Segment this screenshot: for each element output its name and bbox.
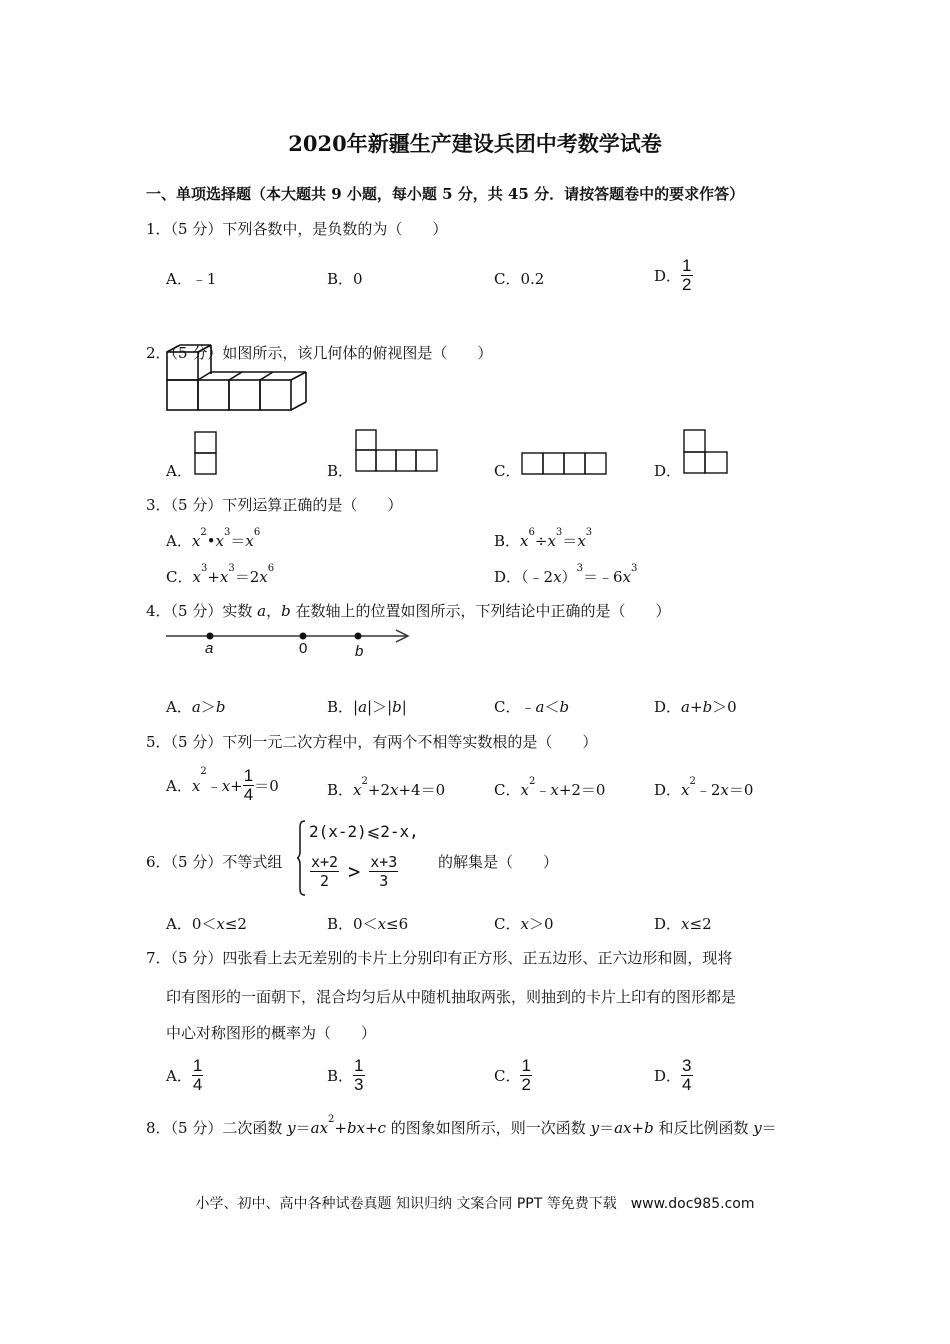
q2-option-a-figure <box>194 431 218 475</box>
question-7-line-3: 中心对称图形的概率为（ ） <box>166 1024 377 1042</box>
question-8-stem: 8．（5 分）二次函数 $y=ax^2+bx+c$ 的图象如图所示，则一次函数 y＝ax+b 和反比例函数 y＝ <box>146 1114 777 1137</box>
number-line-label-zero: 0 <box>299 640 308 657</box>
q4-number-line <box>166 626 414 662</box>
section-heading: 一、单项选择题（本大题共 9 小题，每小题 5 分，共 45 分．请按答题卷中的要求作答） <box>146 185 745 203</box>
question-4-stem: 4．（5 分）实数 a，b 在数轴上的位置如图所示，下列结论中正确的是（ ） <box>146 602 671 620</box>
q4-option-d: D．a+b＞0 <box>654 698 737 716</box>
q3-option-a: A．$x^2•x^3=x^6$ <box>166 527 261 550</box>
q6-option-a: A．0＜x≤2 <box>166 915 247 933</box>
number-line-label-a: a <box>205 640 214 657</box>
q2-option-d-label: D． <box>654 462 682 480</box>
q2-option-d-figure <box>683 429 729 475</box>
q3-option-d: D．$(﹣2x)^3=﹣6x^3$ <box>494 563 638 586</box>
page-footer: 小学、初中、高中各种试卷真题 知识归纳 文案合同 PPT 等免费下载 www.doc985.com <box>195 1196 755 1212</box>
q3-option-b: B．$x^6\div x^3=x^3$ <box>494 527 593 550</box>
q2-option-b-figure <box>355 429 439 473</box>
q5-option-a: A．$x^2﹣x+$ $\frac{1}{4}$ ＝0 <box>166 765 279 804</box>
q1-option-d: D． $\frac{1}{2}$ <box>654 256 692 294</box>
page-title: 2020年新疆生产建设兵团中考数学试卷 <box>288 131 662 156</box>
q6-option-d: D．x≤2 <box>654 915 712 933</box>
question-6-stem-prefix: 6．（5 分）不等式组 <box>146 853 283 871</box>
q5-option-c: C．$x^2﹣x+2=0$ <box>494 776 606 799</box>
q5-option-b: B．$x^2+2x+4=0$ <box>327 776 446 799</box>
q7-option-c: C． $\frac{1}{2}$ <box>494 1056 531 1094</box>
q4-option-b: B．|a|＞|b| <box>327 698 407 716</box>
question-6-stem-suffix: 的解集是（ ） <box>438 853 559 871</box>
q4-option-c: C．﹣a＜b <box>494 698 570 716</box>
question-7-line-1: 7．（5 分）四张看上去无差别的卡片上分别印有正方形、正五边形、正六边形和圆，现将 <box>146 949 733 967</box>
question-1-stem: 1．（5 分）下列各数中，是负数的为（ ） <box>146 220 448 238</box>
number-line-label-b: b <box>355 643 364 660</box>
question-5-stem: 5．（5 分）下列一元二次方程中，有两个不相等实数根的是（ ） <box>146 733 598 751</box>
q1-option-c: C．0.2 <box>494 270 545 288</box>
q7-option-d: D． $\frac{3}{4}$ <box>654 1056 692 1094</box>
q2-option-b-label: B． <box>327 462 354 480</box>
question-2-stem: 2．（5 分）如图所示，该几何体的俯视图是（ ） <box>146 344 493 362</box>
q2-option-a-label: A． <box>166 462 192 480</box>
q1-option-b: B．0 <box>327 270 363 288</box>
q4-option-a: A．a＞b <box>166 698 226 716</box>
q7-option-b: B． $\frac{1}{3}$ <box>327 1056 364 1094</box>
q6-option-b: B．0＜x≤6 <box>327 915 409 933</box>
q1-option-a: A．﹣1 <box>166 270 217 288</box>
q3-option-c: C．$x^3+x^3=2x^6$ <box>166 563 275 586</box>
q6-inequality-line-2: $\frac{x+2}{2}$ > $\frac{x+3}{3}$ <box>311 853 398 890</box>
question-7-line-2: 印有图形的一面朝下，混合均匀后从中随机抽取两张，则抽到的卡片上印有的图形都是 <box>166 988 737 1006</box>
q7-option-a: A． $\frac{1}{4}$ <box>166 1056 203 1094</box>
q5-option-d: D．$x^2﹣2x=0$ <box>654 776 754 799</box>
q6-system-brace <box>296 820 306 896</box>
q6-inequality-line-1: 2(x-2)⩽2-x, <box>309 822 419 841</box>
q2-solid-figure <box>166 344 308 414</box>
q2-option-c-label: C． <box>494 462 521 480</box>
q2-option-c-figure <box>521 452 608 476</box>
q6-option-c: C．x＞0 <box>494 915 554 933</box>
question-3-stem: 3．（5 分）下列运算正确的是（ ） <box>146 496 403 514</box>
